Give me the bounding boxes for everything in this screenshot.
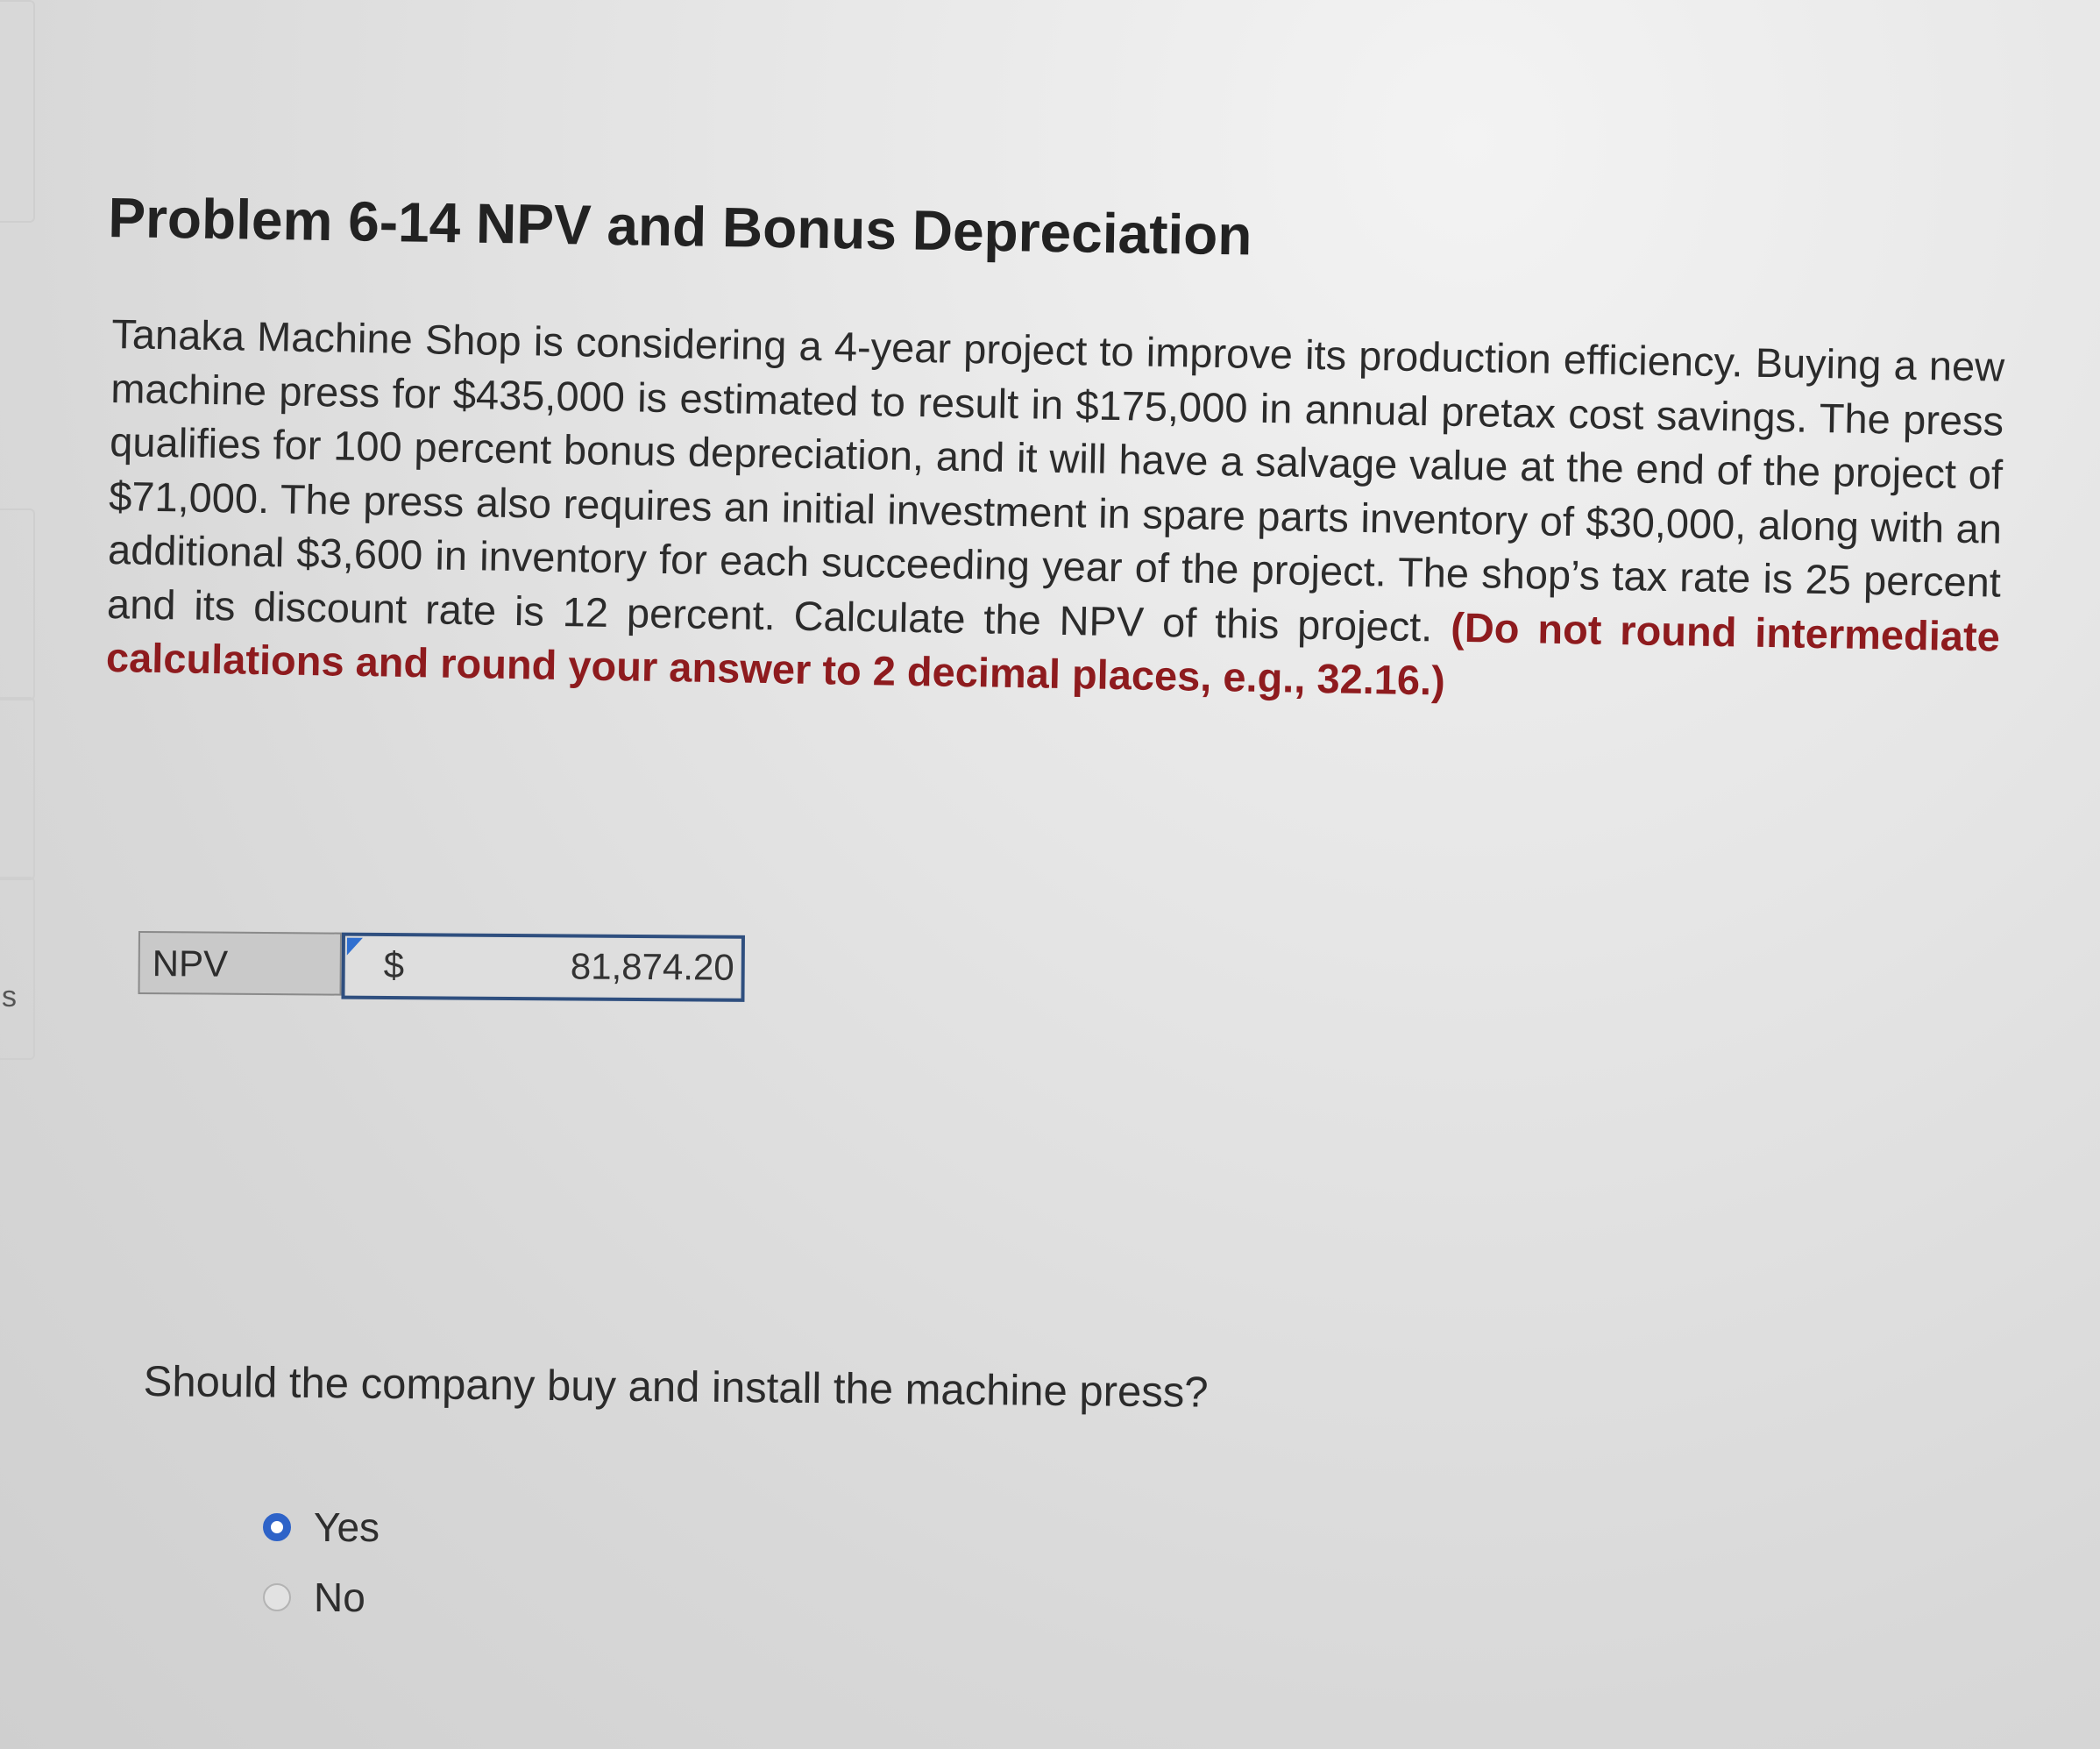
rounding-instruction: (Do not round intermediate calculations and round your answer to 2 decimal places, e.g., 32.16.) xyxy=(105,603,2001,704)
question-text: Should the company buy and install the machine press? xyxy=(143,1358,1209,1417)
problem-body: Tanaka Machine Shop is considering a 4-year project to improve its production efficiency. Buying a new machine press for $435,000 is estimated to result in $175,000 in annual pretax cost savings. The press qualifies for 100 percent bonus depreciation, and it will have a salvage value at the end of the project of $71,000. The press also requires an initial investment in spare parts inventory of $30,000, along with an additional $3,600 in inventory for each succeeding year of the project. The shop’s tax rate is 25 percent and its discount rate is 12 percent. Calculate the NPV of this project. xyxy=(106,309,2005,650)
option-label: No xyxy=(314,1575,365,1620)
left-sidebar xyxy=(0,0,35,1749)
currency-symbol: $ xyxy=(383,943,405,986)
option-no[interactable] xyxy=(263,1571,456,1624)
radio-selected-icon[interactable] xyxy=(263,1513,291,1541)
npv-label: NPV xyxy=(138,931,341,996)
problem-title: Problem 6-14 NPV and Bonus Depreciation xyxy=(107,185,1253,267)
npv-answer-row xyxy=(138,931,745,1002)
problem-statement xyxy=(105,307,2004,717)
option-label: Yes xyxy=(314,1504,380,1550)
option-yes[interactable] xyxy=(263,1501,456,1553)
radio-unselected-icon[interactable] xyxy=(263,1583,291,1611)
sidebar-item[interactable] xyxy=(0,0,35,223)
sidebar-partial-label: s xyxy=(2,980,17,1013)
sidebar-item[interactable] xyxy=(0,697,35,880)
sidebar-item[interactable] xyxy=(0,877,35,1060)
npv-input[interactable] xyxy=(341,933,745,1002)
flag-icon xyxy=(347,938,363,956)
sidebar-item[interactable] xyxy=(0,508,35,700)
npv-value[interactable]: 81,874.20 xyxy=(570,945,734,988)
